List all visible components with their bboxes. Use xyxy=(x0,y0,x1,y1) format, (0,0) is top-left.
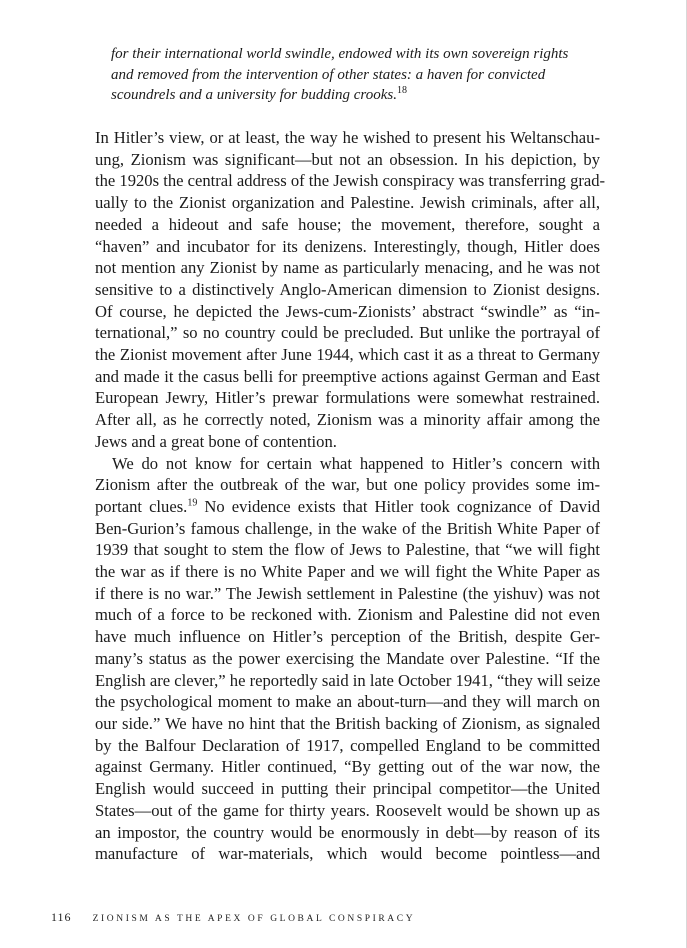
quote-line: for their international world swindle, endowed with its own sovereign rights xyxy=(111,46,569,62)
page-footer xyxy=(51,910,551,925)
body-line: We do not know for certain what happened to Hitler’s concern with xyxy=(112,453,600,473)
body-line: and made it the casus belli for preemptive actions against German and East xyxy=(95,366,600,386)
body-line: ternational,” so no country could be precluded. But unlike the portrayal of xyxy=(95,323,600,343)
body-line: States—out of the game for thirty years. Roosevelt would be shown up as xyxy=(95,800,600,820)
body-line: the war as if there is no White Paper and we will fight the White Paper as xyxy=(95,562,600,582)
body-line: many’s status as the power exercising the Mandate over Palestine. “If the xyxy=(95,648,600,668)
body-line: against Germany. Hitler continued, “By getting out of the war now, the xyxy=(95,757,600,777)
body-line: English would succeed in putting their principal competitor—the United xyxy=(95,779,600,799)
body-line: Zionism after the outbreak of the war, but one policy provides some im- xyxy=(95,475,600,495)
body-line: English are clever,” he reportedly said in late October 1941, “they will seize xyxy=(95,670,601,690)
body-line: manufacture of war-materials, which would become pointless—and xyxy=(95,844,600,864)
body-line: 1939 that sought to stem the flow of Jews to Palestine, that “we will fight xyxy=(95,540,600,560)
body-line: “haven” and incubator for its denizens. Interestingly, though, Hitler does xyxy=(95,236,600,256)
body-line-text: No evidence exists that Hitler took cognizance of David xyxy=(197,496,600,516)
body-line: not mention any Zionist by name as particularly menacing, and he was not xyxy=(95,258,600,278)
page-number: 116 xyxy=(51,910,72,924)
body-line: an impostor, the country would be enormously in debt—by reason of its xyxy=(95,822,600,842)
body-line: ually to the Zionist organization and Palestine. Jewish criminals, after all, xyxy=(95,193,600,213)
body-line-text: portant clues. xyxy=(95,496,188,516)
body-line: by the Balfour Declaration of 1917, compelled England to be committed xyxy=(95,735,600,755)
body-line: In Hitler’s view, or at least, the way he wished to present his Weltanschau- xyxy=(95,128,600,147)
footnote-ref-18[interactable]: 18 xyxy=(396,85,407,96)
body-line: much of a force to be reckoned with. Zionism and Palestine did not even xyxy=(95,605,600,625)
body-line: have much influence on Hitler’s perception of the British, despite Ger- xyxy=(95,627,600,647)
quote-line xyxy=(111,85,606,106)
running-head: ZIONISM AS THE APEX OF GLOBAL CONSPIRACY xyxy=(92,914,416,924)
body-line: needed a hideout and safe house; the movement, therefore, sought a xyxy=(95,214,600,234)
body-line xyxy=(95,496,600,518)
quote-line: and removed from the intervention of other states: a haven for convicted xyxy=(111,66,546,83)
quote-line-text: scoundrels and a university for budding crooks. xyxy=(111,87,397,103)
block-quote xyxy=(111,44,606,106)
body-line: Jews and a great bone of contention. xyxy=(95,431,337,451)
body-line: ung, Zionism was significant—but not an obsession. In his depiction, by xyxy=(95,149,600,169)
body-line: the Zionist movement after June 1944, which cast it as a threat to Germany xyxy=(95,345,600,365)
body-text xyxy=(95,127,606,865)
body-line: sensitive to a distinctively Anglo-American dimension to Zionist designs. xyxy=(95,279,600,299)
footnote-ref-19[interactable]: 19 xyxy=(187,497,198,509)
body-line: if there is no war.” The Jewish settlement in Palestine (the yishuv) was not xyxy=(95,583,600,603)
body-line: the psychological moment to make an about-turn—and they will march on xyxy=(95,692,600,712)
body-line: Of course, he depicted the Jews-cum-Zionists’ abstract “swindle” as “in- xyxy=(95,301,600,321)
body-line: Ben-Gurion’s famous challenge, in the wake of the British White Paper of xyxy=(95,518,600,538)
body-line: the 1920s the central address of the Jewish conspiracy was transferring grad- xyxy=(95,171,606,191)
body-line: After all, as he correctly noted, Zionism was a minority affair among the xyxy=(95,410,600,430)
body-line: European Jewry, Hitler’s prewar formulations were somewhat restrained. xyxy=(95,388,600,408)
body-line: our side.” We have no hint that the British backing of Zionism, as signaled xyxy=(95,713,600,733)
